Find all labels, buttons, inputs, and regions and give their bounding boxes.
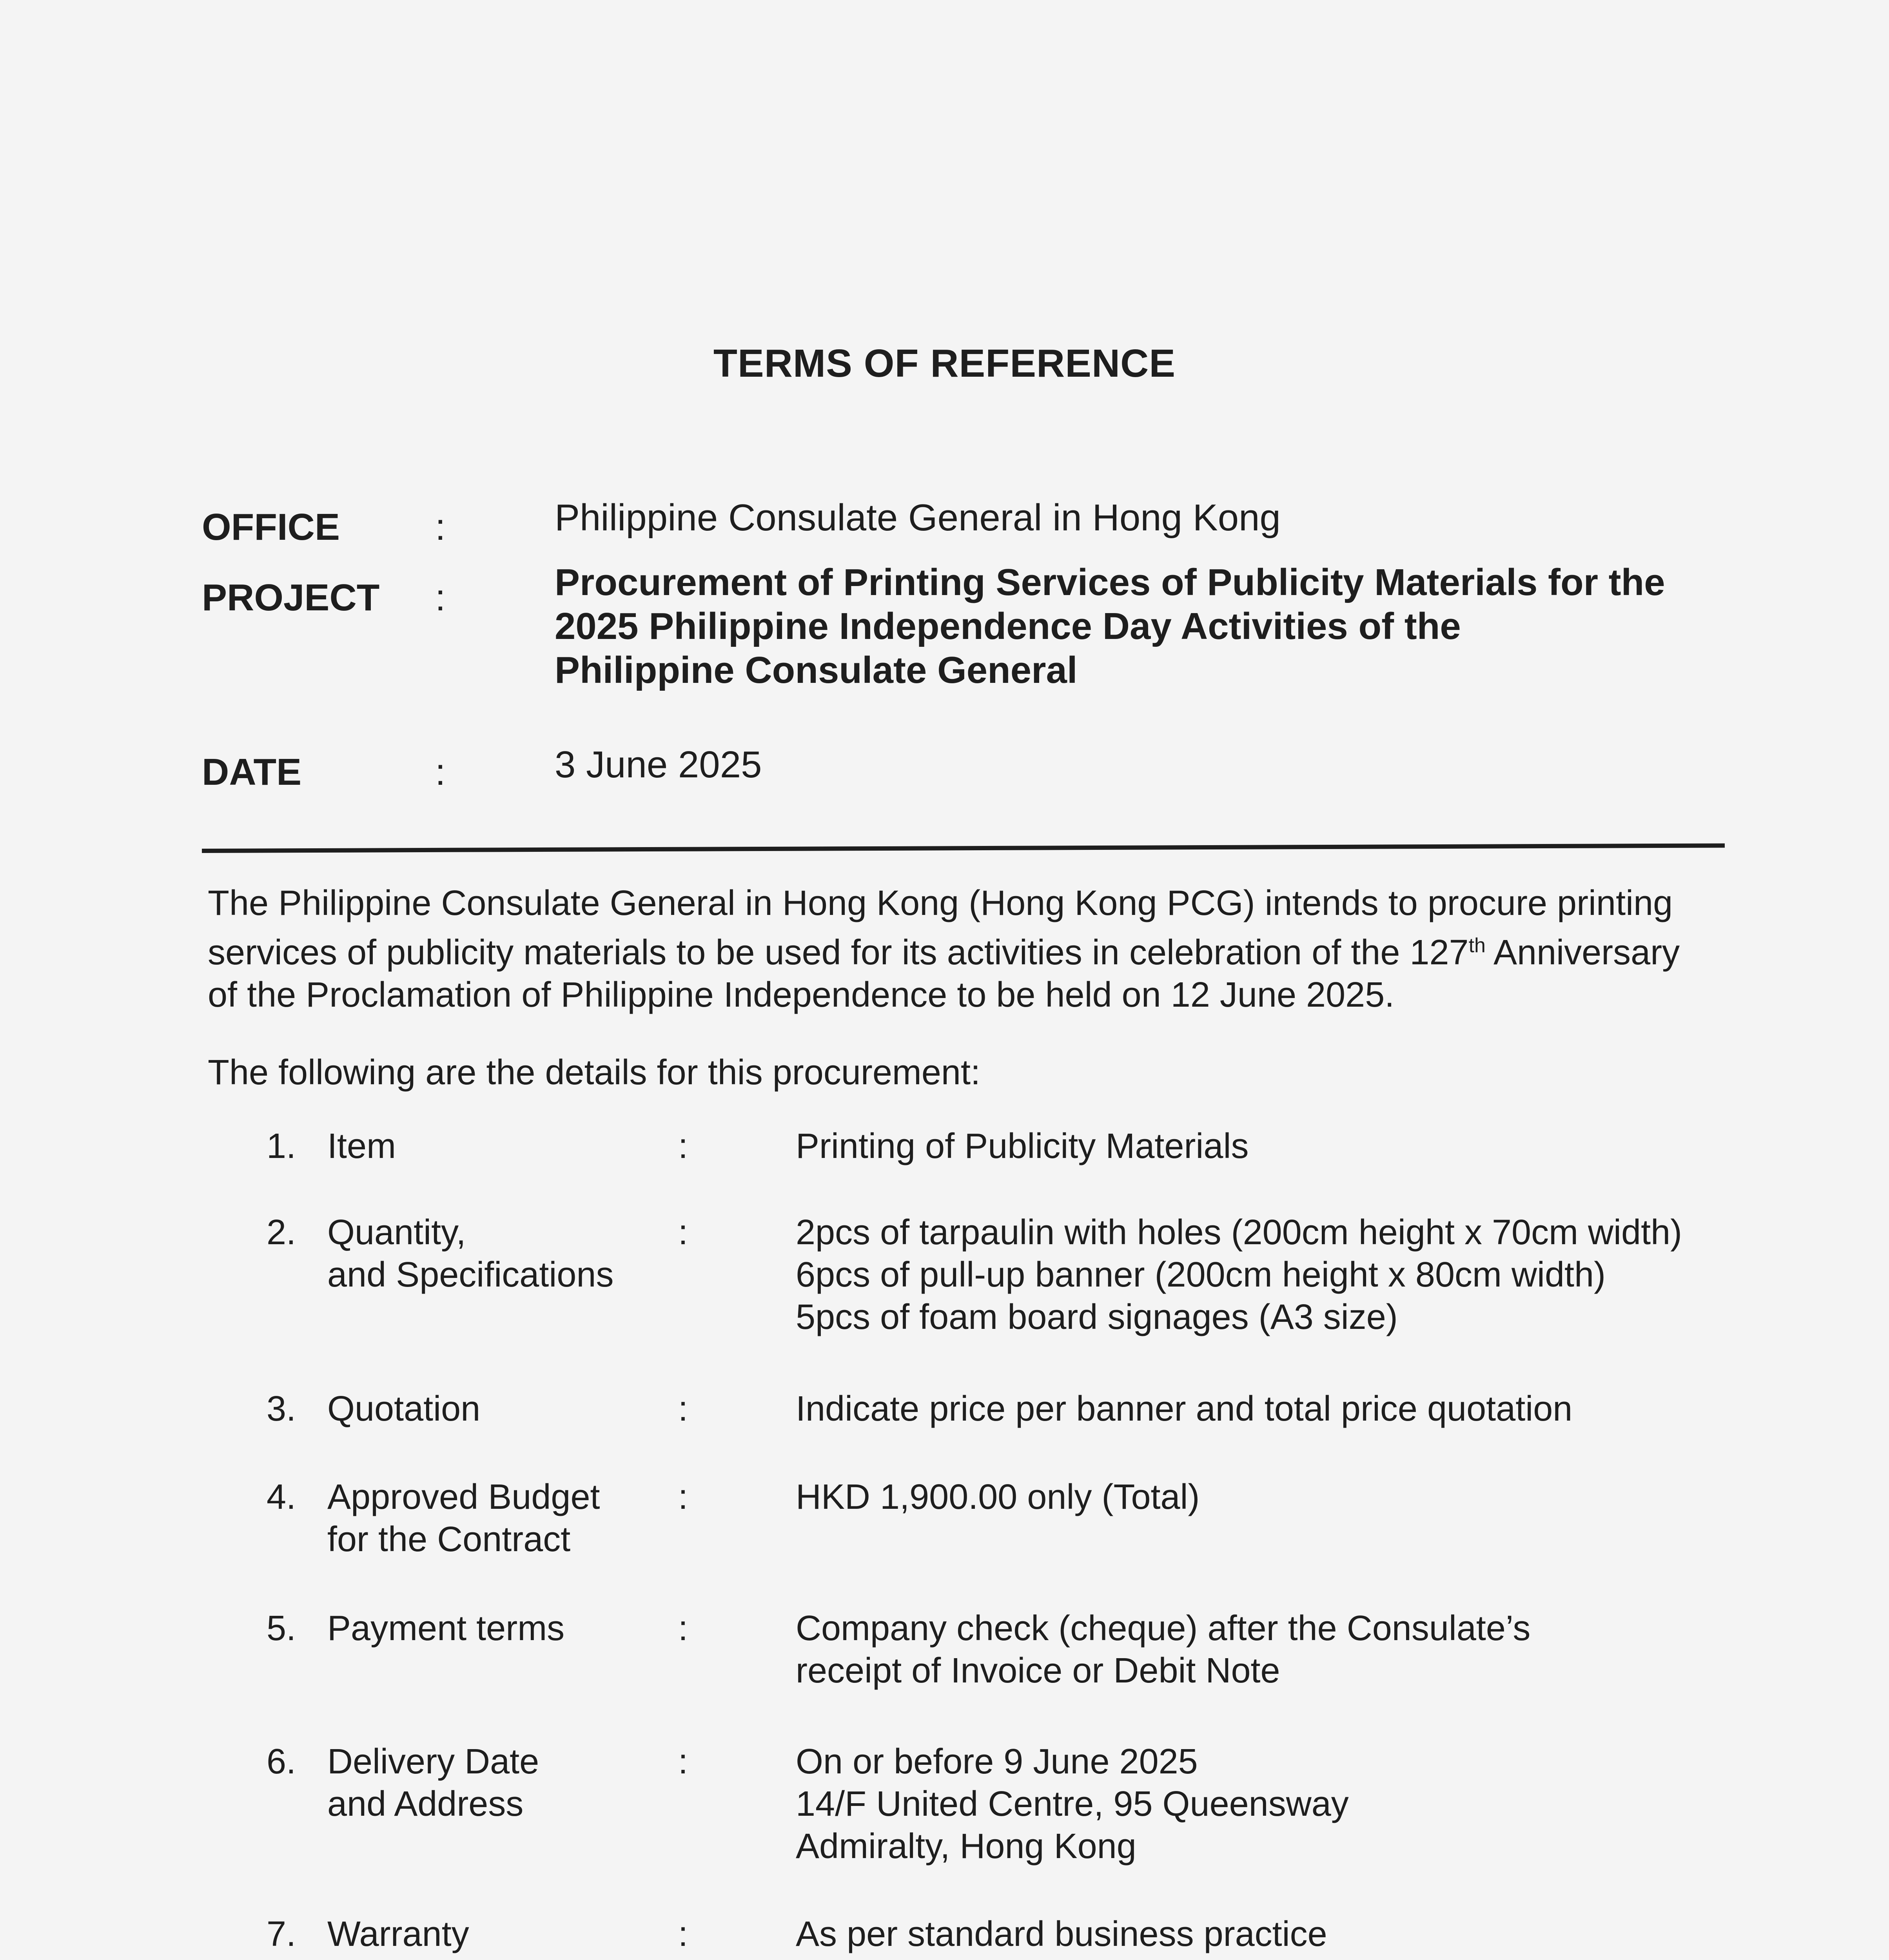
item-value (796, 1913, 1327, 1955)
project-value-line: 2025 Philippine Independence Day Activities of the (555, 605, 1461, 647)
office-colon: : (435, 506, 446, 548)
item-label-line: Payment terms (327, 1609, 565, 1648)
item-label-line: Approved Budget (327, 1477, 600, 1517)
project-value (555, 561, 1750, 692)
item-number: 2. (267, 1213, 296, 1252)
item-number: 5. (267, 1609, 296, 1648)
item-label-line: for the Contract (327, 1520, 571, 1559)
date-value: 3 June 2025 (555, 744, 762, 786)
item-label-line: Item (327, 1127, 396, 1166)
item-label (327, 1211, 613, 1296)
item-value (796, 1388, 1572, 1430)
item-number: 3. (267, 1389, 296, 1428)
intro-line (208, 924, 1737, 974)
item-value (796, 1476, 1200, 1518)
item-number: 6. (267, 1742, 296, 1781)
header-divider (202, 843, 1725, 853)
office-label: OFFICE (202, 506, 340, 548)
item-value-line: Indicate price per banner and total price quotation (796, 1389, 1573, 1428)
item-colon: : (678, 1742, 688, 1781)
item-number: 1. (267, 1127, 296, 1166)
item-colon: : (678, 1609, 688, 1648)
item-value-line: Admiralty, Hong Kong (796, 1827, 1136, 1866)
item-label-line: and Specifications (327, 1255, 614, 1294)
details-lead: The following are the details for this procurement: (208, 1053, 980, 1092)
item-value-line: As per standard business practice (796, 1915, 1327, 1954)
item-label-line: Quotation (327, 1389, 481, 1428)
item-label-line: and Address (327, 1784, 524, 1824)
item-value (796, 1607, 1530, 1692)
ordinal-superscript: th (1468, 934, 1486, 957)
item-value-line: 6pcs of pull-up banner (200cm height x 80cm width) (796, 1255, 1606, 1294)
item-colon: : (678, 1915, 688, 1954)
intro-text: Anniversary (1485, 933, 1680, 972)
item-value-line: 14/F United Centre, 95 Queensway (796, 1784, 1349, 1824)
item-colon: : (678, 1127, 688, 1166)
intro-line: The Philippine Consulate General in Hong Kong (Hong Kong PCG) intends to procure printing (208, 884, 1673, 923)
item-label-line: Delivery Date (327, 1742, 539, 1781)
item-value-line: HKD 1,900.00 only (Total) (796, 1477, 1200, 1517)
item-label (327, 1125, 396, 1167)
item-value-line: Printing of Publicity Materials (796, 1127, 1249, 1166)
item-colon: : (678, 1477, 688, 1517)
item-number: 7. (267, 1915, 296, 1954)
item-label (327, 1607, 564, 1650)
item-number: 4. (267, 1477, 296, 1517)
item-value (796, 1740, 1349, 1867)
item-value (796, 1211, 1682, 1338)
date-colon: : (435, 751, 446, 793)
item-label-line: Quantity, (327, 1213, 466, 1252)
intro-text: services of publicity materials to be used for its activities in celebration of the 127 (208, 933, 1469, 972)
item-colon: : (678, 1389, 688, 1428)
intro-line: of the Proclamation of Philippine Independence to be held on 12 June 2025. (208, 975, 1395, 1014)
item-label-line: Warranty (327, 1915, 469, 1954)
project-colon: : (435, 577, 446, 619)
item-label (327, 1476, 600, 1561)
item-value-line: Company check (cheque) after the Consulate’s (796, 1609, 1531, 1648)
document-title: TERMS OF REFERENCE (713, 341, 1176, 385)
item-label (327, 1388, 480, 1430)
item-value (796, 1125, 1248, 1167)
project-value-line: Philippine Consulate General (555, 649, 1078, 691)
intro-paragraph (208, 882, 1737, 1016)
item-value-line: On or before 9 June 2025 (796, 1742, 1198, 1781)
item-label (327, 1740, 539, 1825)
item-value-line: receipt of Invoice or Debit Note (796, 1651, 1280, 1690)
office-value: Philippine Consulate General in Hong Kong (555, 497, 1281, 539)
date-label: DATE (202, 751, 302, 793)
project-value-line: Procurement of Printing Services of Publicity Materials for the (555, 561, 1665, 603)
item-value-line: 5pcs of foam board signages (A3 size) (796, 1298, 1398, 1337)
item-value-line: 2pcs of tarpaulin with holes (200cm height x 70cm width) (796, 1213, 1682, 1252)
project-label: PROJECT (202, 577, 380, 619)
item-label (327, 1913, 469, 1955)
item-colon: : (678, 1213, 688, 1252)
